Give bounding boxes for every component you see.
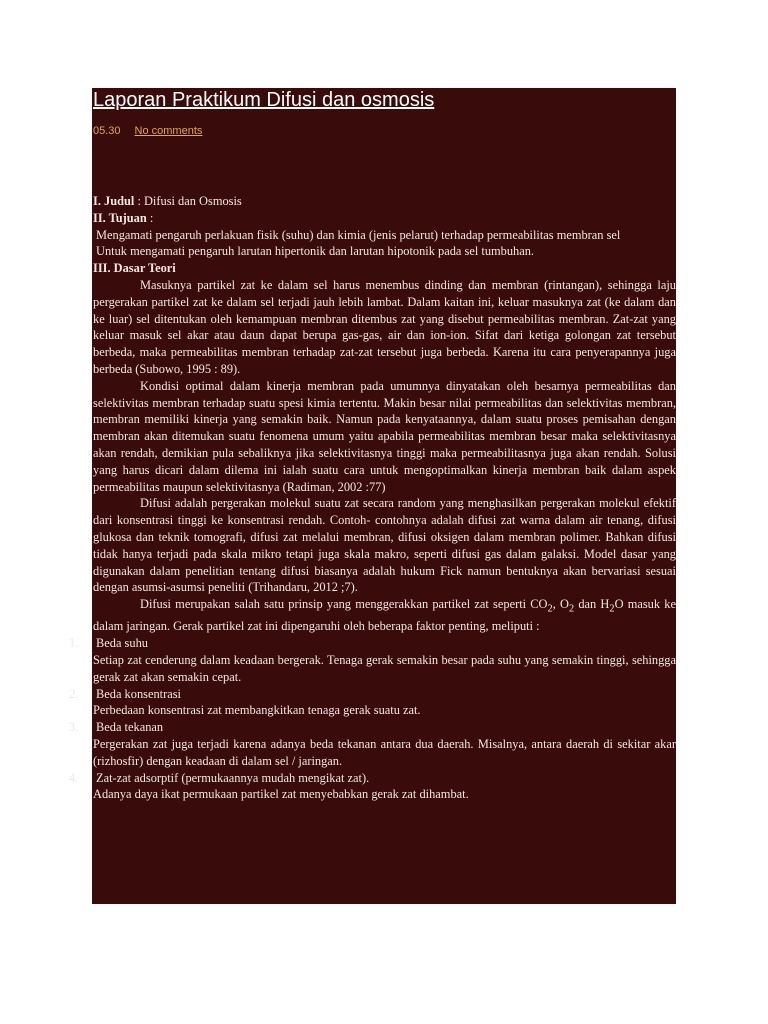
paragraph-4-part-c: dan H [574, 597, 610, 612]
list-item-text: Perbedaan konsentrasi zat membangkitkan tenaga gerak suatu zat. [93, 703, 421, 718]
post-time: 05.30 [93, 125, 121, 137]
dasar-teori-heading [93, 260, 676, 277]
tujuan-label: II. Tujuan [93, 210, 147, 225]
paragraph-2: Kondisi optimal dalam kinerja membran pada umumnya dinyatakan oleh besarnya permeabilitas dan selektivitas membran terhadap suatu spesi kimia tertentu. Makin besar nilai permeabilitas dan selektivitas membran, membran memiliki kinerja yang semakin baik. Namun pada kenyataannya, dalam suatu proses pemisahan dengan membran akan ditemukan suatu fenomena umum yaitu apabila permeabilitas membran besar maka selektivitasnya akan rendah, demikian pula sebaliknya jika selektivitasnya tinggi maka permeabilitasnya juga akan rendah. Solusi yang harus dicari dalam dilema ini ialah suatu cara untuk mengoptimalkan kinerja membran baik dalam aspek permeabilitas maupun selektivitasnya (Radiman, 2002 :77) [93, 378, 676, 494]
list-item-title: Beda tekanan [96, 720, 164, 735]
subscript-2: 2 [609, 603, 615, 615]
judul-label: I. Judul [93, 194, 135, 208]
list-item [69, 719, 676, 769]
list-item-head [69, 719, 676, 736]
list-item-text: Pergerakan zat juga terjadi karena adanya beda tekanan antara dua daerah. Misalnya, antara daerah di sekitar akar (rizhosfir) dengan keadaan di dalam sel / jaringan. [93, 736, 676, 768]
post-meta [93, 124, 202, 138]
paragraph-4-part-b: , O [552, 597, 569, 612]
list-item-title: Beda konsentrasi [96, 686, 181, 701]
judul-text: : Difusi dan Osmosis [134, 194, 242, 208]
post-body [69, 193, 676, 803]
list-item-head [69, 770, 676, 787]
list-item-number: 1. [69, 636, 79, 651]
list-item [69, 635, 676, 685]
subscript-2: 2 [547, 603, 553, 615]
paragraph-4 [93, 596, 676, 635]
judul-line [93, 193, 676, 210]
tujuan-2: Untuk mengamati pengaruh larutan hipertonik dan larutan hipotonik pada sel tumbuhan. [96, 244, 535, 259]
list-item-text: Adanya daya ikat permukaan partikel zat menyebabkan gerak zat dihambat. [93, 787, 469, 802]
list-item-number: 3. [69, 720, 79, 735]
paragraph-4-part-d: O masuk ke dalam jaringan. Gerak partikel zat ini dipengaruhi oleh beberapa faktor penting, meliputi : [93, 597, 676, 634]
list-item-number: 2. [69, 686, 79, 701]
subscript-2: 2 [568, 603, 575, 615]
list-item-head [69, 686, 676, 703]
list-item [69, 686, 676, 720]
paragraph-1: Masuknya partikel zat ke dalam sel harus menembus dinding dan membran (rintangan), sehingga laju pergerakan partikel zat ke dalam sel terjadi jauh lebih lambat. Dalam kaitan ini, keluar masuknya zat (ke dalam dan ke luar) sel ditentukan oleh kemampuan membran ditembus zat yang disebut permeabilitas membran. Zat-zat yang keluar masuk sel akar atau daun dapat berupa gas-gas, air dan ion-ion. Sifat dari ketiga golongan zat tersebut berbeda, maka permeabilitas membran terhadap zat-zat tersebut juga berbeda. Karena itu cara penyerapannya juga berbeda (Subowo, 1995 : 89). [93, 277, 676, 376]
list-item-number: 4. [69, 770, 79, 785]
tujuan-line [93, 210, 676, 227]
comments-link[interactable]: No comments [134, 125, 203, 137]
tujuan-colon: : [146, 210, 154, 225]
list-item-text: Setiap zat cenderung dalam keadaan bergerak. Tenaga gerak semakin besar pada suhu yang semakin tinggi, sehingga gerak zat akan semakin cepat. [93, 652, 676, 684]
dasar-teori-label: III. Dasar Teori [93, 261, 176, 276]
list-item-title: Zat-zat adsorptif (permukaannya mudah mengikat zat). [96, 770, 370, 785]
paragraph-4-part-a: Difusi merupakan salah satu prinsip yang menggerakkan partikel zat seperti CO [140, 597, 548, 612]
list-item-head [69, 635, 676, 652]
list-item [69, 770, 676, 804]
post-title[interactable]: Laporan Praktikum Difusi dan osmosis [93, 89, 435, 111]
paragraph-3: Difusi adalah pergerakan molekul suatu zat secara random yang menghasilkan pergerakan molekul efektif dari konsentrasi tinggi ke konsentrasi rendah. Contoh- contohnya adalah difusi zat warna dalam air tenang, difusi glukosa dan teknik tomografi, difusi zat melalui membran, difusi oksigen dalam membran polimer. Bahkan difusi tidak hanya terjadi pada skala mikro tetapi juga skala makro, seperti difusi gas dalam galaksi. Model dasar yang digunakan dalam penelitian tentang difusi biasanya adalah hukum Fick namun bentuknya akan bervariasi sesuai dengan asumsi-asumsi peneliti (Trihandaru, 2012 ;7). [93, 496, 676, 595]
list-item-title: Beda suhu [96, 636, 148, 651]
tujuan-1: Mengamati pengaruh perlakuan fisik (suhu) dan kimia (jenis pelarut) terhadap permeabilitas membran sel [96, 227, 621, 242]
